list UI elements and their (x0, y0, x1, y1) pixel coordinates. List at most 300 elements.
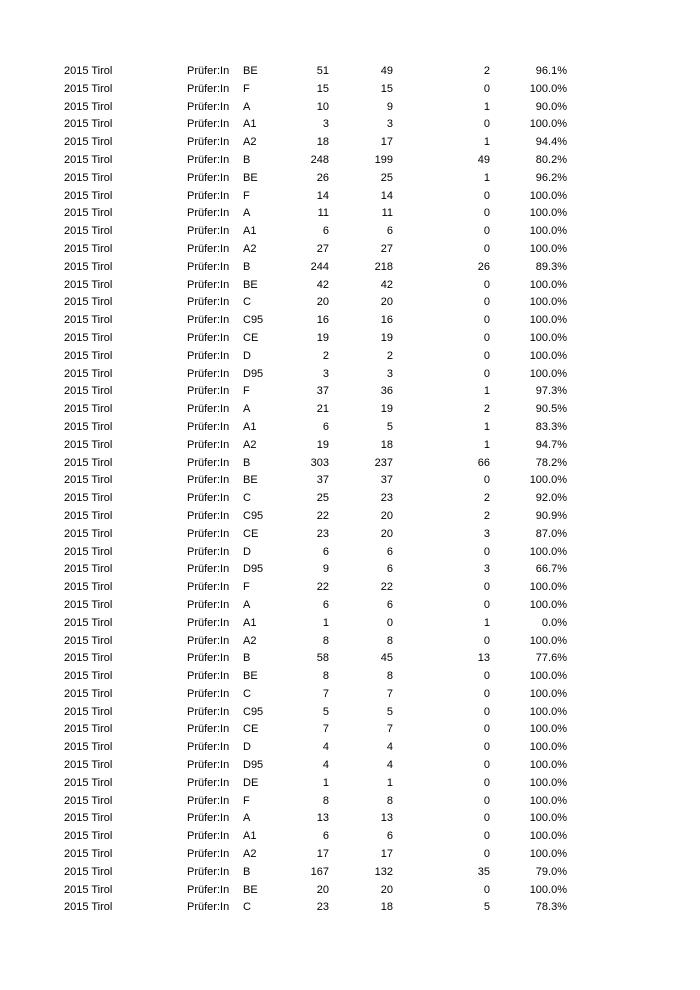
table-row (64, 686, 567, 704)
table-row (64, 508, 567, 526)
license-class-cell: BE (243, 278, 258, 291)
year-region-cell: 2015 Tirol (64, 634, 113, 647)
passed-cell: 0 (386, 616, 393, 629)
failed-cell: 0 (483, 794, 490, 807)
examiner-cell: Prüfer:In (187, 438, 230, 451)
license-class-cell: B (243, 865, 251, 878)
attempts-cell: 9 (322, 563, 329, 576)
pass-rate-cell: 87.0% (535, 527, 567, 540)
year-region-cell: 2015 Tirol (64, 420, 113, 433)
examiner-cell: Prüfer:In (187, 830, 230, 843)
table-row (64, 134, 567, 152)
examiner-cell: Prüfer:In (187, 652, 230, 665)
license-class-cell: A (243, 207, 251, 220)
passed-cell: 6 (386, 830, 393, 843)
license-class-cell: A (243, 100, 251, 113)
license-class-cell: BE (243, 474, 258, 487)
attempts-cell: 58 (316, 652, 329, 665)
table-row (64, 561, 567, 579)
year-region-cell: 2015 Tirol (64, 242, 113, 255)
examiner-cell: Prüfer:In (187, 456, 230, 469)
pass-rate-cell: 100.0% (529, 670, 567, 683)
examiner-cell: Prüfer:In (187, 687, 230, 700)
pass-rate-cell: 80.2% (535, 153, 567, 166)
failed-cell: 0 (483, 314, 490, 327)
pass-rate-cell: 100.0% (529, 598, 567, 611)
passed-cell: 17 (380, 136, 393, 149)
results-table-body (64, 63, 567, 917)
year-region-cell: 2015 Tirol (64, 314, 113, 327)
failed-cell: 1 (483, 616, 490, 629)
pass-rate-cell: 96.2% (535, 171, 567, 184)
failed-cell: 0 (483, 687, 490, 700)
attempts-cell: 8 (322, 634, 329, 647)
attempts-cell: 51 (316, 65, 329, 77)
passed-cell: 3 (386, 118, 393, 131)
year-region-cell: 2015 Tirol (64, 456, 113, 469)
attempts-cell: 22 (316, 509, 329, 522)
attempts-cell: 18 (316, 136, 329, 149)
license-class-cell: A2 (243, 242, 257, 255)
passed-cell: 20 (380, 296, 393, 309)
passed-cell: 25 (380, 171, 393, 184)
year-region-cell: 2015 Tirol (64, 830, 113, 843)
passed-cell: 132 (374, 865, 393, 878)
failed-cell: 1 (483, 171, 490, 184)
failed-cell: 0 (483, 331, 490, 344)
year-region-cell: 2015 Tirol (64, 598, 113, 611)
attempts-cell: 26 (316, 171, 329, 184)
year-region-cell: 2015 Tirol (64, 776, 113, 789)
examiner-cell: Prüfer:In (187, 705, 230, 718)
pass-rate-cell: 90.5% (535, 403, 567, 416)
license-class-cell: D (243, 349, 251, 362)
attempts-cell: 20 (316, 296, 329, 309)
table-row (64, 277, 567, 295)
pass-rate-cell: 94.4% (535, 136, 567, 149)
year-region-cell: 2015 Tirol (64, 225, 113, 238)
failed-cell: 49 (477, 153, 490, 166)
license-class-cell: C (243, 901, 251, 914)
year-region-cell: 2015 Tirol (64, 153, 113, 166)
year-region-cell: 2015 Tirol (64, 349, 113, 362)
pass-rate-cell: 79.0% (535, 865, 567, 878)
failed-cell: 2 (483, 403, 490, 416)
year-region-cell: 2015 Tirol (64, 581, 113, 594)
year-region-cell: 2015 Tirol (64, 741, 113, 754)
table-row (64, 383, 567, 401)
license-class-cell: B (243, 260, 251, 273)
table-row (64, 99, 567, 117)
table-row (64, 330, 567, 348)
passed-cell: 36 (380, 385, 393, 398)
attempts-cell: 5 (322, 705, 329, 718)
passed-cell: 23 (380, 492, 393, 505)
examiner-cell: Prüfer:In (187, 723, 230, 736)
examiner-cell: Prüfer:In (187, 634, 230, 647)
license-class-cell: F (243, 581, 250, 594)
year-region-cell: 2015 Tirol (64, 759, 113, 772)
passed-cell: 13 (380, 812, 393, 825)
license-class-cell: C95 (243, 314, 264, 327)
table-row (64, 704, 567, 722)
passed-cell: 18 (380, 901, 393, 914)
table-row (64, 366, 567, 384)
year-region-cell: 2015 Tirol (64, 509, 113, 522)
failed-cell: 0 (483, 349, 490, 362)
attempts-cell: 7 (322, 723, 329, 736)
year-region-cell: 2015 Tirol (64, 278, 113, 291)
table-row (64, 757, 567, 775)
license-class-cell: BE (243, 883, 258, 896)
examiner-cell: Prüfer:In (187, 278, 230, 291)
year-region-cell: 2015 Tirol (64, 705, 113, 718)
pass-rate-cell: 78.2% (535, 456, 567, 469)
pass-rate-cell: 100.0% (529, 349, 567, 362)
year-region-cell: 2015 Tirol (64, 492, 113, 505)
attempts-cell: 25 (316, 492, 329, 505)
license-class-cell: B (243, 456, 251, 469)
license-class-cell: A1 (243, 616, 257, 629)
failed-cell: 0 (483, 474, 490, 487)
pass-rate-cell: 90.9% (535, 509, 567, 522)
examiner-cell: Prüfer:In (187, 563, 230, 576)
license-class-cell: CE (243, 723, 259, 736)
license-class-cell: A (243, 812, 251, 825)
year-region-cell: 2015 Tirol (64, 296, 113, 309)
year-region-cell: 2015 Tirol (64, 474, 113, 487)
pass-rate-cell: 100.0% (529, 474, 567, 487)
pass-rate-cell: 100.0% (529, 741, 567, 754)
table-row (64, 116, 567, 134)
attempts-cell: 20 (316, 883, 329, 896)
attempts-cell: 23 (316, 527, 329, 540)
table-row (64, 170, 567, 188)
pass-rate-cell: 94.7% (535, 438, 567, 451)
attempts-cell: 248 (310, 153, 329, 166)
failed-cell: 0 (483, 545, 490, 558)
table-row (64, 401, 567, 419)
table-row (64, 152, 567, 170)
license-class-cell: A (243, 598, 251, 611)
attempts-cell: 4 (322, 759, 329, 772)
license-class-cell: F (243, 189, 250, 202)
pass-rate-cell: 100.0% (529, 118, 567, 131)
license-class-cell: F (243, 794, 250, 807)
license-class-cell: D95 (243, 367, 264, 380)
year-region-cell: 2015 Tirol (64, 812, 113, 825)
table-row (64, 312, 567, 330)
failed-cell: 1 (483, 385, 490, 398)
pass-rate-cell: 100.0% (529, 830, 567, 843)
passed-cell: 19 (380, 403, 393, 416)
license-class-cell: D (243, 741, 251, 754)
pass-rate-cell: 97.3% (535, 385, 567, 398)
table-row (64, 241, 567, 259)
failed-cell: 0 (483, 830, 490, 843)
license-class-cell: F (243, 82, 250, 95)
license-class-cell: A2 (243, 438, 257, 451)
year-region-cell: 2015 Tirol (64, 883, 113, 896)
license-class-cell: A1 (243, 225, 257, 238)
pass-rate-cell: 100.0% (529, 189, 567, 202)
passed-cell: 49 (380, 65, 393, 77)
pass-rate-cell: 100.0% (529, 723, 567, 736)
examiner-cell: Prüfer:In (187, 296, 230, 309)
attempts-cell: 6 (322, 420, 329, 433)
failed-cell: 0 (483, 189, 490, 202)
examiner-cell: Prüfer:In (187, 616, 230, 629)
passed-cell: 218 (374, 260, 393, 273)
passed-cell: 237 (374, 456, 393, 469)
year-region-cell: 2015 Tirol (64, 385, 113, 398)
examiner-cell: Prüfer:In (187, 865, 230, 878)
examiner-cell: Prüfer:In (187, 118, 230, 131)
year-region-cell: 2015 Tirol (64, 171, 113, 184)
examiner-cell: Prüfer:In (187, 812, 230, 825)
table-row (64, 633, 567, 651)
examiner-cell: Prüfer:In (187, 474, 230, 487)
pass-rate-cell: 83.3% (535, 420, 567, 433)
pass-rate-cell: 96.1% (535, 65, 567, 77)
examiner-cell: Prüfer:In (187, 883, 230, 896)
license-class-cell: DE (243, 776, 259, 789)
year-region-cell: 2015 Tirol (64, 118, 113, 131)
examiner-cell: Prüfer:In (187, 670, 230, 683)
pass-rate-cell: 100.0% (529, 207, 567, 220)
license-class-cell: BE (243, 65, 258, 77)
examiner-cell: Prüfer:In (187, 331, 230, 344)
examiner-cell: Prüfer:In (187, 901, 230, 914)
license-class-cell: CE (243, 527, 259, 540)
year-region-cell: 2015 Tirol (64, 670, 113, 683)
table-row (64, 472, 567, 490)
examiner-cell: Prüfer:In (187, 153, 230, 166)
table-row (64, 348, 567, 366)
examiner-cell: Prüfer:In (187, 189, 230, 202)
failed-cell: 0 (483, 242, 490, 255)
pass-rate-cell: 100.0% (529, 581, 567, 594)
failed-cell: 35 (477, 865, 490, 878)
pass-rate-cell: 100.0% (529, 776, 567, 789)
failed-cell: 0 (483, 759, 490, 772)
passed-cell: 14 (380, 189, 393, 202)
passed-cell: 9 (386, 100, 393, 113)
table-row (64, 419, 567, 437)
failed-cell: 0 (483, 741, 490, 754)
year-region-cell: 2015 Tirol (64, 848, 113, 861)
failed-cell: 0 (483, 581, 490, 594)
table-row (64, 721, 567, 739)
license-class-cell: D95 (243, 563, 264, 576)
failed-cell: 1 (483, 136, 490, 149)
attempts-cell: 6 (322, 225, 329, 238)
table-row (64, 882, 567, 900)
examiner-cell: Prüfer:In (187, 171, 230, 184)
failed-cell: 0 (483, 82, 490, 95)
table-row (64, 223, 567, 241)
attempts-cell: 42 (316, 278, 329, 291)
year-region-cell: 2015 Tirol (64, 687, 113, 700)
failed-cell: 0 (483, 705, 490, 718)
attempts-cell: 3 (322, 118, 329, 131)
table-row (64, 579, 567, 597)
examiner-cell: Prüfer:In (187, 741, 230, 754)
attempts-cell: 4 (322, 741, 329, 754)
passed-cell: 20 (380, 527, 393, 540)
license-class-cell: A2 (243, 848, 257, 861)
failed-cell: 0 (483, 812, 490, 825)
passed-cell: 27 (380, 242, 393, 255)
table-row (64, 188, 567, 206)
pass-rate-cell: 100.0% (529, 545, 567, 558)
pass-rate-cell: 100.0% (529, 634, 567, 647)
table-row (64, 828, 567, 846)
examiner-cell: Prüfer:In (187, 759, 230, 772)
failed-cell: 3 (483, 527, 490, 540)
examiner-cell: Prüfer:In (187, 776, 230, 789)
year-region-cell: 2015 Tirol (64, 136, 113, 149)
license-class-cell: C95 (243, 705, 264, 718)
year-region-cell: 2015 Tirol (64, 563, 113, 576)
examiner-cell: Prüfer:In (187, 207, 230, 220)
passed-cell: 5 (386, 705, 393, 718)
attempts-cell: 7 (322, 687, 329, 700)
year-region-cell: 2015 Tirol (64, 207, 113, 220)
failed-cell: 0 (483, 848, 490, 861)
table-row (64, 668, 567, 686)
passed-cell: 20 (380, 883, 393, 896)
pass-rate-cell: 100.0% (529, 883, 567, 896)
pass-rate-cell: 100.0% (529, 794, 567, 807)
table-row (64, 739, 567, 757)
table-row (64, 205, 567, 223)
attempts-cell: 1 (322, 616, 329, 629)
pass-rate-cell: 100.0% (529, 705, 567, 718)
examiner-cell: Prüfer:In (187, 367, 230, 380)
failed-cell: 2 (483, 65, 490, 77)
failed-cell: 1 (483, 420, 490, 433)
table-row (64, 846, 567, 864)
failed-cell: 5 (483, 901, 490, 914)
attempts-cell: 6 (322, 598, 329, 611)
examiner-cell: Prüfer:In (187, 349, 230, 362)
passed-cell: 37 (380, 474, 393, 487)
failed-cell: 13 (477, 652, 490, 665)
pass-rate-cell: 100.0% (529, 278, 567, 291)
examiner-cell: Prüfer:In (187, 527, 230, 540)
passed-cell: 8 (386, 634, 393, 647)
table-row (64, 597, 567, 615)
year-region-cell: 2015 Tirol (64, 723, 113, 736)
attempts-cell: 27 (316, 242, 329, 255)
year-region-cell: 2015 Tirol (64, 367, 113, 380)
table-row (64, 294, 567, 312)
table-row (64, 455, 567, 473)
pass-rate-cell: 100.0% (529, 331, 567, 344)
attempts-cell: 303 (310, 456, 329, 469)
table-row (64, 615, 567, 633)
pass-rate-cell: 100.0% (529, 687, 567, 700)
table-row (64, 81, 567, 99)
passed-cell: 19 (380, 331, 393, 344)
passed-cell: 20 (380, 509, 393, 522)
attempts-cell: 19 (316, 438, 329, 451)
attempts-cell: 11 (317, 207, 329, 220)
license-class-cell: D (243, 545, 251, 558)
year-region-cell: 2015 Tirol (64, 527, 113, 540)
license-class-cell: A1 (243, 830, 257, 843)
attempts-cell: 10 (316, 100, 329, 113)
examiner-cell: Prüfer:In (187, 545, 230, 558)
license-class-cell: BE (243, 171, 258, 184)
examiner-cell: Prüfer:In (187, 242, 230, 255)
examiner-cell: Prüfer:In (187, 314, 230, 327)
examiner-cell: Prüfer:In (187, 509, 230, 522)
license-class-cell: C95 (243, 509, 264, 522)
examiner-cell: Prüfer:In (187, 403, 230, 416)
pass-rate-cell: 100.0% (529, 296, 567, 309)
year-region-cell: 2015 Tirol (64, 794, 113, 807)
passed-cell: 18 (380, 438, 393, 451)
failed-cell: 1 (483, 100, 490, 113)
examiner-cell: Prüfer:In (187, 420, 230, 433)
attempts-cell: 13 (316, 812, 329, 825)
attempts-cell: 37 (316, 474, 329, 487)
passed-cell: 45 (380, 652, 393, 665)
table-row (64, 490, 567, 508)
table-row (64, 793, 567, 811)
examiner-cell: Prüfer:In (187, 385, 230, 398)
table-row (64, 437, 567, 455)
attempts-cell: 23 (316, 901, 329, 914)
table-row (64, 864, 567, 882)
passed-cell: 6 (386, 563, 393, 576)
failed-cell: 0 (483, 723, 490, 736)
failed-cell: 0 (483, 225, 490, 238)
license-class-cell: B (243, 652, 251, 665)
examiner-cell: Prüfer:In (187, 65, 230, 77)
passed-cell: 5 (386, 420, 393, 433)
year-region-cell: 2015 Tirol (64, 901, 113, 914)
license-class-cell: A1 (243, 420, 257, 433)
failed-cell: 2 (483, 492, 490, 505)
pass-rate-cell: 100.0% (529, 314, 567, 327)
license-class-cell: CE (243, 331, 259, 344)
pass-rate-cell: 100.0% (529, 242, 567, 255)
pass-rate-cell: 0.0% (541, 616, 567, 629)
failed-cell: 0 (483, 883, 490, 896)
passed-cell: 15 (380, 82, 393, 95)
table-row (64, 810, 567, 828)
pass-rate-cell: 100.0% (529, 759, 567, 772)
examiner-cell: Prüfer:In (187, 82, 230, 95)
attempts-cell: 8 (322, 794, 329, 807)
failed-cell: 3 (483, 563, 490, 576)
examiner-cell: Prüfer:In (187, 225, 230, 238)
year-region-cell: 2015 Tirol (64, 652, 113, 665)
license-class-cell: A2 (243, 634, 257, 647)
year-region-cell: 2015 Tirol (64, 331, 113, 344)
attempts-cell: 14 (316, 189, 329, 202)
year-region-cell: 2015 Tirol (64, 403, 113, 416)
examiner-cell: Prüfer:In (187, 260, 230, 273)
license-class-cell: A1 (243, 118, 257, 131)
failed-cell: 0 (483, 367, 490, 380)
table-row (64, 63, 567, 81)
passed-cell: 6 (386, 225, 393, 238)
failed-cell: 2 (483, 509, 490, 522)
